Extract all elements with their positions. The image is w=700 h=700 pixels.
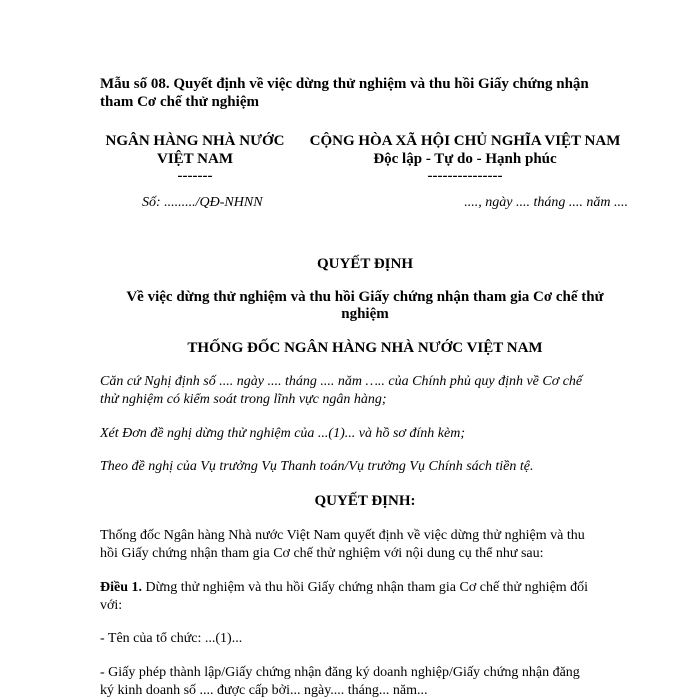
intro-line2: hồi Giấy chứng nhận tham gia Cơ chế thử nghiệm với nội dung cụ thể như sau: (100, 546, 544, 561)
item-org-name: - Tên của tổ chức: ...(1)... (100, 631, 243, 646)
decision-subject-line2: nghiệm (341, 306, 389, 322)
basis-application: Xét Đơn đề nghị dừng thử nghiệm của ...(1)... và hồ sơ đính kèm; (100, 426, 465, 441)
country-name: CỘNG HÒA XÃ HỘI CHỦ NGHĨA VIỆT NAM (309, 133, 621, 149)
national-motto: Độc lập - Tự do - Hạnh phúc (373, 151, 557, 167)
article1-text: Dừng thử nghiệm và thu hồi Giấy chứng nhận tham gia Cơ chế thử nghiệm đối (142, 580, 589, 595)
motto-rule: --------------- (427, 168, 503, 184)
basis-decree-line1: Căn cứ Nghị định số .... ngày .... tháng .... năm ….. của Chính phủ quy định về Cơ chế (100, 374, 583, 389)
form-title-line2: tham Cơ chế thử nghiệm (100, 94, 259, 110)
document-number: Số: ........./QĐ-NHNN (142, 195, 263, 210)
form-title-line1: Mẫu số 08. Quyết định về việc dừng thử nghiệm và thu hồi Giấy chứng nhận (100, 76, 589, 92)
issuing-org-line2: VIỆT NAM (157, 151, 233, 167)
decision-authority: THỐNG ĐỐC NGÂN HÀNG NHÀ NƯỚC VIỆT NAM (187, 340, 543, 356)
article1-line1 (100, 579, 588, 597)
item-license-line1: - Giấy phép thành lập/Giấy chứng nhận đăng ký doanh nghiệp/Giấy chứng nhận đăng (100, 665, 580, 680)
basis-decree-line2: thử nghiệm có kiểm soát trong lĩnh vực ngân hàng; (100, 392, 387, 407)
issuing-org-rule: ------- (177, 168, 213, 184)
decision-subject-line1: Về việc dừng thử nghiệm và thu hồi Giấy chứng nhận tham gia Cơ chế thử (126, 289, 604, 305)
decides-title: QUYẾT ĐỊNH: (314, 493, 416, 509)
date-line: ...., ngày .... tháng .... năm .... (464, 195, 628, 210)
article1-label: Điều 1. (100, 580, 142, 595)
decision-title: QUYẾT ĐỊNH (317, 256, 413, 272)
issuing-org-line1: NGÂN HÀNG NHÀ NƯỚC (105, 133, 285, 149)
intro-line1: Thống đốc Ngân hàng Nhà nước Việt Nam quyết định về việc dừng thử nghiệm và thu (100, 528, 585, 543)
basis-proposal: Theo đề nghị của Vụ trưởng Vụ Thanh toán/Vụ trưởng Vụ Chính sách tiền tệ. (100, 459, 534, 474)
article1-line2: với: (100, 598, 123, 613)
item-license-line2: ký kinh doanh số .... được cấp bởi... ngày.... tháng... năm... (100, 683, 428, 698)
